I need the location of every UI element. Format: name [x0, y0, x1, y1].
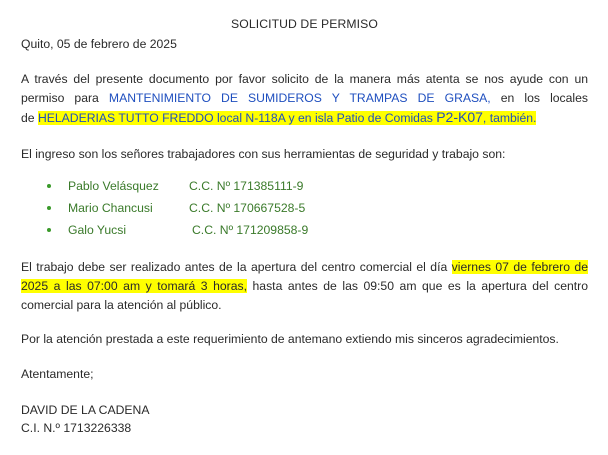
schedule-line-1-prefix: El trabajo debe ser realizado antes de la apertura del centro comercial el día: [21, 260, 452, 274]
bullet-icon: [47, 206, 51, 210]
intro-line-1: A través del presente documento por favor solicito de la manera más atenta se nos ayude con un: [21, 72, 588, 86]
worker-name: Mario Chancusi: [68, 201, 153, 215]
schedule-line-3: comercial para la atención al público.: [21, 298, 222, 312]
location-highlight: [38, 111, 537, 125]
location-code: P2-K07: [436, 109, 483, 125]
worker-name: Pablo Velásquez: [68, 179, 159, 193]
location-text: HELADERIAS TUTTO FREDDO local N-118A y en isla Patio de Comidas: [37, 111, 437, 125]
worker-id: C.C. Nº 171385111-9: [189, 179, 304, 193]
intro-line-3: [21, 108, 536, 127]
schedule-line-1: [21, 258, 588, 276]
thanks-paragraph: Por la atención prestada a este requerimiento de antemano extiendo mis sinceros agradecimientos.: [21, 332, 559, 346]
workers-intro: El ingreso son los señores trabajadores con sus herramientas de seguridad y trabajo son:: [21, 147, 506, 161]
signer-id: C.I. N.º 1713226338: [21, 421, 132, 435]
bullet-icon: [47, 228, 51, 232]
schedule-line-2-suffix: hasta antes de las 09:50 am que es la apertura del centro: [246, 279, 588, 293]
worker-name: Galo Yucsi: [68, 223, 127, 237]
intro-line-3-prefix: de: [21, 111, 38, 125]
location-end: , también.: [482, 111, 537, 125]
service-name: MANTENIMIENTO DE SUMIDEROS Y TRAMPAS DE GRASA,: [108, 91, 491, 105]
worker-id: C.C. Nº 171209858-9: [192, 223, 309, 237]
intro-line-2: [21, 89, 588, 107]
intro-line-2-prefix: permiso para: [21, 91, 109, 105]
schedule-date-highlight: viernes 07 de febrero de: [451, 260, 588, 274]
closing: Atentamente;: [21, 367, 94, 381]
schedule-time-highlight: 2025 a las 07:00 am y tomará 3 horas,: [21, 279, 247, 293]
intro-line-2-suffix: en los locales: [490, 91, 589, 105]
place-date: Quito, 05 de febrero de 2025: [21, 37, 177, 51]
schedule-line-2: [21, 277, 588, 295]
signer-name: DAVID DE LA CADENA: [21, 403, 150, 417]
document-title: SOLICITUD DE PERMISO: [231, 17, 378, 31]
bullet-icon: [47, 184, 51, 188]
worker-id: C.C. Nº 170667528-5: [189, 201, 306, 215]
